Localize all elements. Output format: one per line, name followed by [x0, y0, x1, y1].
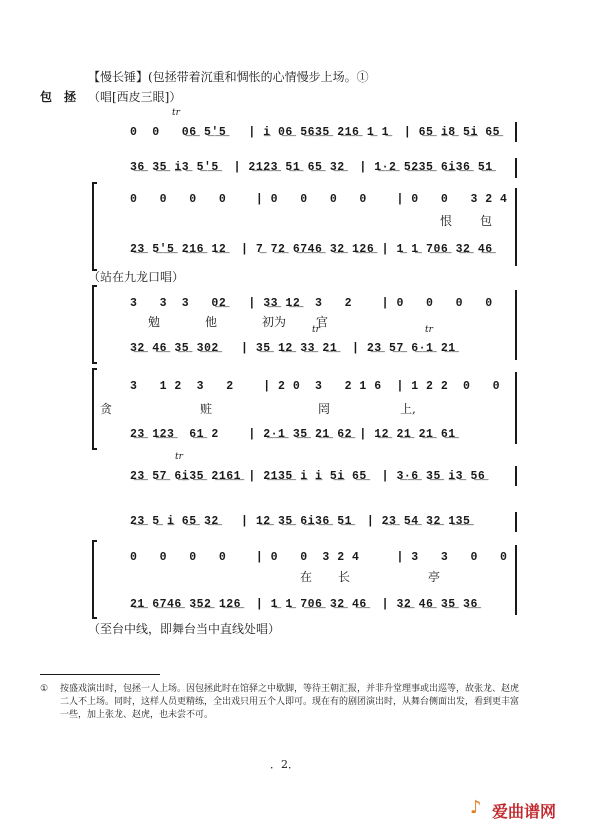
staff-line-5: 3 3 3 0̲2̲ | 3̲3̲ 1̲2̲ 3 2 | 0 0 0 0 [130, 297, 493, 310]
singing-mode: （唱[西皮三眼]） [88, 90, 182, 104]
lyric-chang: 长 [338, 570, 351, 584]
system-brace [92, 182, 97, 271]
barline [515, 512, 517, 532]
barline [515, 188, 517, 266]
trill-mark: tr [172, 108, 180, 118]
trill-mark: tr [312, 325, 320, 335]
barline [515, 122, 517, 142]
staff-line-7: 3 1 2 3 2 | 2 0 3 2 1 6 | 1 2 2 0 0 [130, 380, 501, 393]
barline [515, 545, 517, 615]
system-brace [92, 540, 97, 619]
lyric-ta: 他 [205, 315, 218, 329]
lyric-ting: 亭 [428, 570, 441, 584]
barline [515, 372, 517, 444]
staff-line-2: 3̲6̲ 3̲5̲ i̲3̲ 5̲'̲5̲ | 2̲1̲2̲3̲ 5̲1̲ 6̲5̲ 3̲2̲ | 1̲·̲2̲ 5̲2̲3̲5̲ 6̲i̲3̲6̲ 5̲1̲ [130, 161, 493, 174]
lyric-bao: 包 [480, 214, 493, 228]
music-note-icon: ♪ [470, 797, 482, 818]
staff-line-12: 2̲1̲ 6̲7̲4̲6̲ 3̲5̲2̲ 1̲2̲6̲ | 1̲ 1̲ 7̲0̲6̲ 3̲2̲ 4̲6̲ | 3̲2̲ 4̲6̲ 3̲5̲ 3̲6̲ [130, 598, 478, 611]
role-name: 包 拯 [40, 90, 77, 104]
lyric-zang: 赃 [200, 402, 213, 416]
barline [515, 290, 517, 360]
lyric-guan: 官 [316, 315, 329, 329]
staff-line-11: 0 0 0 0 | 0 0 3 2 4 | 3 3 0 0 [130, 551, 508, 564]
trill-mark: tr [425, 325, 433, 335]
staff-line-4: 2̲3̲ 5̲'̲5̲ 2̲1̲6̲ 1̲2̲ | 7̲ 7̲2̲ 6̲7̲4̲6̲ 3̲2̲ 1̲2̲6̲ | 1̲ 1̲ 7̲0̲6̲ 3̲2̲ 4̲6̲ [130, 243, 493, 256]
lyric-hen: 恨 [440, 214, 453, 228]
lyric-mian: 勉 [148, 315, 161, 329]
staff-line-10: 2̲3̲ 5̲ i̲ 6̲5̲ 3̲2̲ | 1̲2̲ 3̲5̲ 6̲i̲3̲6̲ 5̲1̲ | 2̲3̲ 5̲4̲ 3̲2̲ 1̲3̲5̲ [130, 515, 471, 528]
staff-line-1: 0 0 0̲6̲ 5̲'̲5̲ | i̲ 0̲6̲ 5̲6̲3̲5̲ 2̲1̲6̲ 1̲ 1̲ | 6̲5̲ i̲8̲ 5̲i̲ 6̲5̲ [130, 126, 501, 139]
lyric-tan: 贪 [100, 402, 113, 416]
staff-line-3: 0 0 0 0 | 0 0 0 0 | 0 0 3 2 4 [130, 193, 508, 206]
lyric-shang: 上, [400, 402, 416, 416]
system-brace [92, 285, 97, 364]
stage-direction-1: （站在九龙口唱） [88, 270, 185, 284]
lyric-chuwei: 初为 [262, 315, 287, 329]
trill-mark: tr [175, 452, 183, 462]
lyric-zai: 在 [300, 570, 313, 584]
footnote-text: 按盛戏演出时，包拯一人上场。因包拯此时在馆驿之中歇脚，等待王朝汇报，并非升堂理事或出巡等，故张龙、赵虎二人不上场。同时，这样人员更精练，全出戏只用五个人即可。现在有的剧团演出时，从舞台侧面出发，看到更丰富一些，加上张龙、赵虎，也未尝不可。 [60, 684, 520, 720]
stage-direction-2: （至台中线，即舞台当中直线处唱） [88, 622, 281, 636]
header-direction: 【慢长锤】(包拯带着沉重和惆怅的心情慢步上场。① [88, 70, 369, 84]
lyric-wang: 罔 [318, 402, 331, 416]
footnote-marker: ① [40, 684, 49, 694]
watermark-text: 爱曲谱网 [492, 802, 557, 821]
footnote-rule [40, 674, 160, 675]
barline [515, 466, 517, 486]
watermark-logo [470, 795, 590, 823]
staff-line-6: 3̲2̲ 4̲6̲ 3̲5̲ 3̲0̲2̲ | 3̲5̲ 1̲2̲ 3̲3̲ 2̲1̲ | 2̲3̲ 5̲7̲ 6̲·̲1̲ 2̲1̲ [130, 342, 456, 355]
page-number: ．2． [270, 758, 299, 771]
staff-line-8: 2̲3̲ 1̲2̲3̲ 6̲1̲ 2 | 2̲·̲1̲ 3̲5̲ 2̲1̲ 6̲2̲ | 1̲2̲ 2̲1̲ 2̲1̲ 6̲1̲ [130, 428, 456, 441]
system-brace [92, 368, 97, 450]
barline [515, 158, 517, 178]
staff-line-9: 2̲3̲ 5̲7̲ 6̲i̲3̲5̲ 2̲1̲6̲1̲ | 2̲1̲3̲5̲ i̲ i̲ 5̲i̲ 6̲5̲ | 3̲·̲6̲ 3̲5̲ i̲3̲ 5̲6̲ [130, 470, 486, 483]
